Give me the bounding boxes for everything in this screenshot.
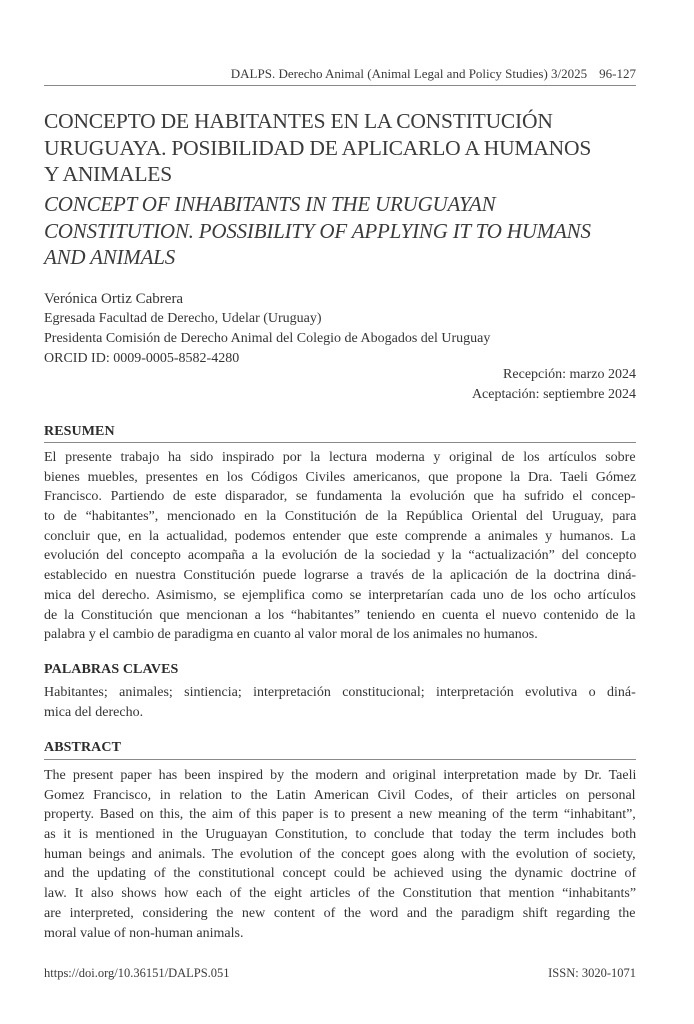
issn: ISSN: 3020-1071 [548,966,636,980]
resumen-line: concluir que, en la actualidad, podemos entender que este comprende a animales y humanos. La [44,528,636,544]
author-position: Presidenta Comisión de Derecho Animal del Colegio de Abogados del Uruguay [44,331,491,346]
title-spanish-line: URUGUAYA. POSIBILIDAD DE APLICARLO A HUMANOS [44,135,592,160]
title-spanish-line: CONCEPTO DE HABITANTES EN LA CONSTITUCIÓN [44,109,553,133]
abstract-line: as it is mentioned in the Uruguayan Constitution, to conclude that today the term includes both [44,827,637,843]
running-header [231,66,636,82]
author-block [44,289,490,369]
resumen-line: de la Constitución que mencionan a los “habitantes” teniendo en cuenta el nuevo contenido de la [44,607,636,623]
author-affiliation: Egresada Facultad de Derecho, Udelar (Uruguay) [44,311,322,326]
abstract-heading: ABSTRACT [44,740,122,755]
abstract-body [44,766,636,943]
title-spanish [44,108,591,188]
resumen-rule [44,442,636,443]
submission-dates [472,365,636,405]
resumen-line: palabra y el cambio de paradigma en cuanto al valor moral de los animales no humanos. [44,627,538,643]
keywords-body [44,683,636,722]
abstract-line: human beings and animals. The evolution of the concept goes along with the evolution of society, [44,846,636,862]
abstract-line: are interpreted, considering the new content of the word and the paradigm shift regarding the [44,905,636,921]
resumen-line: bienes muebles, presentes en los Códigos Civiles americanos, que propone la Dra. Taeli Gómez [44,469,637,485]
resumen-line: El presente trabajo ha sido inspirado por la lectura moderna y original de los artículos sobre [44,450,636,465]
abstract-line: and the updating of the constitutional concept could be achieved using the dynamic doctrine of [44,866,637,882]
abstract-line: moral value of non-human animals. [44,925,244,941]
resumen-line: to de “habitantes”, mencionado en la Constitución de la República Oriental del Uruguay, para [44,509,637,525]
page-range: 96-127 [599,66,636,81]
resumen-line: mica del derecho. Asimismo, se ejemplifica como se interpretarían cada uno de los ocho artículos [44,587,636,603]
title-english-line: AND ANIMALS [44,245,175,269]
keywords-line: mica del derecho. [44,704,144,720]
abstract-line: The present paper has been inspired by the modern and original interpretation made by Dr. Taeli [44,768,637,783]
abstract-line: property. Based on this, the aim of this paper is to present a new meaning of the term “inhabitant”, [44,807,636,823]
resumen-line: establecido en nuestra Constitución puede lograrse a través de la aplicación de la doctrina diná- [44,568,637,584]
abstract-line: law. It also shows how each of the eight articles of the Constitution that mention “inhabitants” [44,886,637,902]
resumen-line: evolución del concepto acompaña a la evolución de la sociedad y la “actualización” del concepto [44,548,637,564]
resumen-heading: RESUMEN [44,424,115,439]
resumen-body [44,448,636,645]
keywords-line: Habitantes; animales; sintiencia; interpretación constitucional; interpretación evolutiva o diná- [44,685,636,700]
title-spanish-line: Y ANIMALES [44,162,172,186]
header-rule [44,85,636,86]
title-english-line: CONSTITUTION. POSSIBILITY OF APPLYING IT TO HUMANS [44,218,591,243]
abstract-rule [44,759,636,760]
journal-name: DALPS. Derecho Animal (Animal Legal and Policy Studies) 3/2025 [230,66,588,81]
author-name: Verónica Ortiz Cabrera [44,291,184,307]
title-english-line: CONCEPT OF INHABITANTS IN THE URUGUAYAN [44,192,496,216]
resumen-line: Francisco. Partiendo de este disparador, se fundamenta la evolución que ha sufrido el concep- [44,489,636,505]
doi-link[interactable]: https://doi.org/10.36151/DALPS.051 [44,966,230,980]
author-orcid: ORCID ID: 0009-0005-8582-4280 [44,351,240,366]
received-date: Recepción: marzo 2024 [503,367,636,382]
title-english [44,191,591,271]
accepted-date: Aceptación: septiembre 2024 [471,387,636,402]
abstract-line: Gomez Francisco, in relation to the Latin American Civil Codes, of their articles on personal [44,787,636,803]
keywords-heading: PALABRAS CLAVES [44,662,179,677]
